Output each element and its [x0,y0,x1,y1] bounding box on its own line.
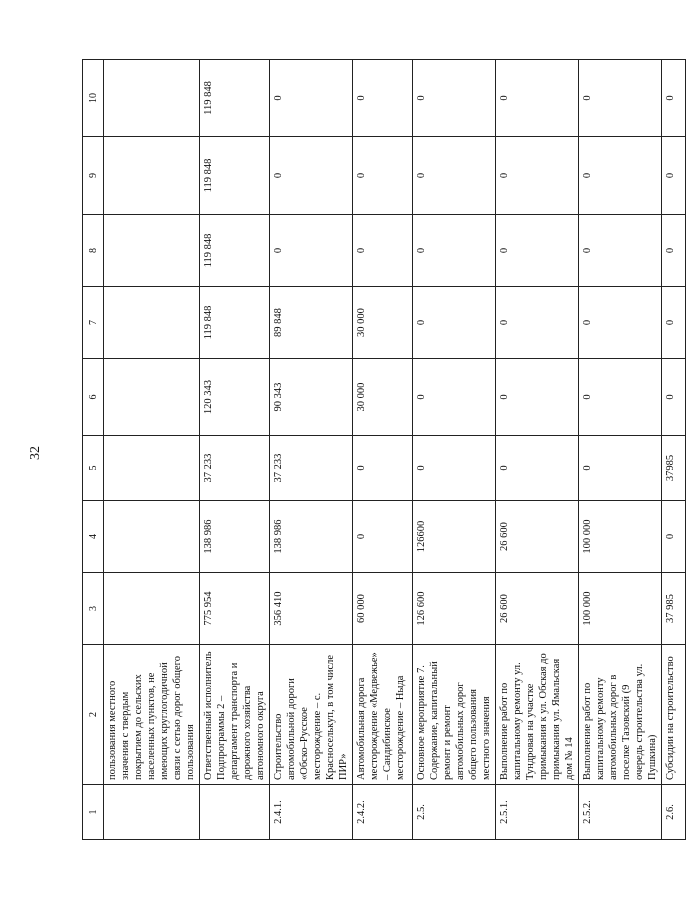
header-cell: 8 [83,215,104,287]
row-value-cell: 0 [579,137,662,215]
row-name-cell: Основное мероприятие 7. Содержание, капитальный ремонт и ремонт автомобильных дорог общего пользования местного значения [413,645,496,785]
header-cell: 7 [83,287,104,359]
row-value-cell: 0 [662,215,686,287]
row-code-cell: 2.5.2. [579,785,662,840]
budget-table [82,59,686,840]
table-row [270,60,353,840]
row-value-cell [104,573,200,645]
row-code-cell [200,785,270,840]
row-value-cell: 89 848 [270,287,353,359]
row-code-cell [104,785,200,840]
row-value-cell: 0 [579,287,662,359]
row-value-cell [104,501,200,573]
row-name-cell: Выполнение работ по капитальному ремонту ул. Тундровая на участке примыкания к ул. Обская до примыкания ул. Ямальская дом № 14 [496,645,579,785]
table-viewport [82,60,676,840]
row-value-cell [104,436,200,501]
row-value-cell: 0 [270,60,353,137]
row-value-cell: 0 [662,359,686,436]
table-row [662,60,686,840]
row-name-cell: Выполнение работ по капитальному ремонту автомобильных дорог в поселке Тазовский (9 очередь строительства ул. Пушкина) [579,645,662,785]
row-value-cell: 138 986 [200,501,270,573]
row-value-cell: 0 [353,60,413,137]
row-value-cell: 356 410 [270,573,353,645]
row-value-cell: 0 [662,287,686,359]
row-value-cell: 126 600 [413,573,496,645]
row-name-cell: Строительство автомобильной дороги «Обско–Русское месторождение – с. Красноселькуп, в том числе ПИР» [270,645,353,785]
header-cell: 9 [83,137,104,215]
row-code-cell: 2.4.2. [353,785,413,840]
table-row [353,60,413,840]
row-value-cell [104,137,200,215]
row-value-cell: 0 [579,60,662,137]
row-value-cell: 90 343 [270,359,353,436]
header-row [83,60,104,840]
row-name-cell: Субсидии на строительство [662,645,686,785]
row-value-cell [104,359,200,436]
row-code-cell: 2.6. [662,785,686,840]
row-value-cell: 0 [579,215,662,287]
table-row [200,60,270,840]
row-value-cell [104,287,200,359]
header-cell: 10 [83,60,104,137]
header-cell: 3 [83,573,104,645]
header-cell: 6 [83,359,104,436]
row-value-cell: 0 [496,137,579,215]
row-value-cell: 26 600 [496,501,579,573]
row-value-cell: 0 [496,436,579,501]
row-name-cell: пользования местного значения с твердым покрытием до сельских населенных пунктов, не имеющих круглогодичной связи с сетью дорог общего пользования [104,645,200,785]
row-code-cell: 2.4.1. [270,785,353,840]
row-value-cell: 0 [496,287,579,359]
row-value-cell: 119 848 [200,215,270,287]
row-value-cell: 100 000 [579,501,662,573]
row-value-cell: 0 [496,215,579,287]
row-value-cell: 30 000 [353,287,413,359]
row-code-cell: 2.5. [413,785,496,840]
row-value-cell [104,60,200,137]
row-value-cell: 0 [579,436,662,501]
row-value-cell: 0 [662,60,686,137]
row-name-cell: Автомобильная дорога месторождение «Медвежье» – Сандибинское месторождение – Ныда [353,645,413,785]
table-body [83,60,686,840]
row-value-cell: 26 600 [496,573,579,645]
row-value-cell: 119 848 [200,287,270,359]
row-value-cell: 37985 [662,436,686,501]
page-number: 32 [28,446,43,460]
row-value-cell: 119 848 [200,137,270,215]
row-value-cell: 30 000 [353,359,413,436]
row-value-cell: 0 [353,436,413,501]
row-value-cell: 37 233 [270,436,353,501]
row-value-cell: 0 [413,215,496,287]
row-value-cell: 0 [270,137,353,215]
table-row [579,60,662,840]
row-value-cell: 0 [413,359,496,436]
row-value-cell: 138 986 [270,501,353,573]
table-row [413,60,496,840]
table-row [496,60,579,840]
row-value-cell: 0 [496,60,579,137]
header-cell: 4 [83,501,104,573]
row-value-cell: 0 [353,137,413,215]
row-value-cell: 0 [413,137,496,215]
row-value-cell: 0 [496,359,579,436]
row-value-cell: 0 [662,137,686,215]
row-value-cell: 0 [413,287,496,359]
row-value-cell: 0 [353,501,413,573]
header-cell: 1 [83,785,104,840]
row-value-cell: 119 848 [200,60,270,137]
table-row [104,60,200,840]
row-value-cell: 37 985 [662,573,686,645]
row-value-cell: 60 000 [353,573,413,645]
row-value-cell: 100 000 [579,573,662,645]
row-value-cell: 126600 [413,501,496,573]
row-value-cell [104,215,200,287]
row-value-cell: 0 [579,359,662,436]
row-value-cell: 120 343 [200,359,270,436]
row-value-cell: 0 [270,215,353,287]
row-value-cell: 0 [413,60,496,137]
row-value-cell: 0 [353,215,413,287]
row-value-cell: 0 [662,501,686,573]
row-value-cell: 775 954 [200,573,270,645]
rotated-page [82,60,676,840]
header-cell: 2 [83,645,104,785]
row-name-cell: Ответственный исполнитель Подпрограммы 2 – департамент транспорта и дорожного хозяйства автономного округа [200,645,270,785]
row-value-cell: 0 [413,436,496,501]
row-value-cell: 37 233 [200,436,270,501]
row-code-cell: 2.5.1. [496,785,579,840]
header-cell: 5 [83,436,104,501]
